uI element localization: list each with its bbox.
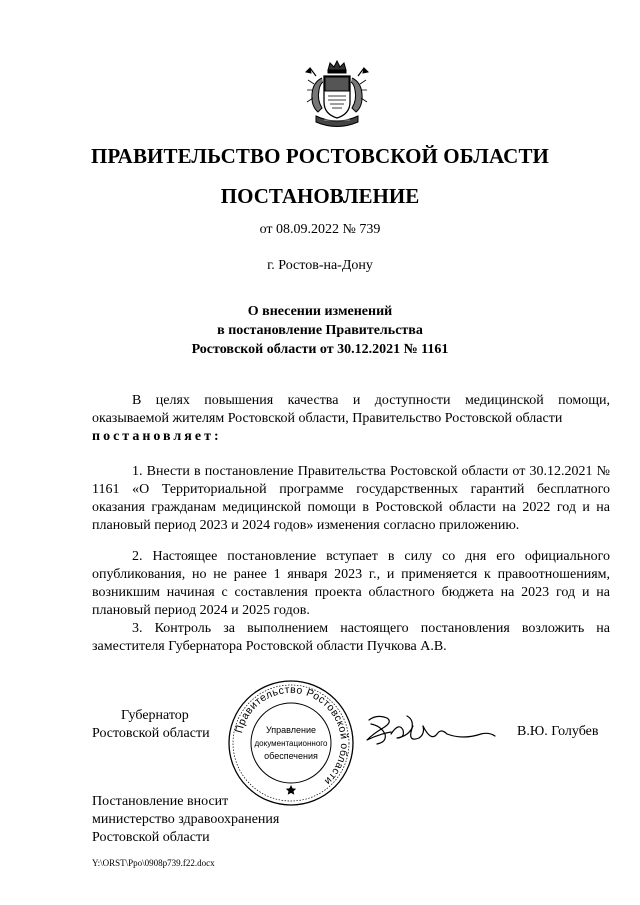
signatory-name: В.Ю. Голубев [517, 724, 599, 739]
document-type: ПОСТАНОВЛЕНИЕ [220, 184, 420, 208]
item-3-paragraph: 3. Контроль за выполнением настоящего постановления возложить на заместителя Губернатора Ростовской области Пучкова А.В. [92, 621, 610, 654]
coat-of-arms-icon [304, 60, 370, 132]
introduced-by-line: Ростовской области [92, 830, 210, 845]
signatory-position-line: Губернатор [121, 708, 189, 723]
item-2-paragraph: 2. Настоящее постановление вступает в силу со дня его официального опубликования, но не ранее 1 января 2023 г., и применяется к правоотношениям, возникшим начиная с составления проекта областного бюджета на 2023 год и на плановый период 2024 и 2025 годов. [92, 549, 610, 618]
decree-word: постановляет: [92, 429, 222, 444]
introduced-by-line: министерство здравоохранения [92, 812, 280, 827]
subject-line: Ростовской области от 30.12.2021 № 1161 [191, 342, 449, 357]
document-date-number: от 08.09.2022 № 739 [259, 222, 381, 237]
file-path: Y:\ORST\Ppo\0908p739.f22.docx [92, 858, 215, 868]
signatory-position [92, 707, 210, 743]
introduced-by-line: Постановление вносит [92, 794, 229, 809]
signatory-position-line: Ростовской области [92, 726, 210, 741]
subject-line: О внесении изменений [247, 304, 393, 319]
svg-text:Правительство Ростовской облас [233, 684, 350, 788]
seal-inner-line: документационного [254, 739, 328, 748]
introduced-by-block [92, 793, 279, 847]
document-city: г. Ростов-на-Дону [267, 258, 373, 273]
subject-line: в постановление Правительства [217, 323, 423, 338]
seal-star-icon [286, 785, 296, 795]
seal-inner-line: Управление [265, 725, 317, 735]
handwritten-signature [363, 712, 498, 752]
document-subject [0, 302, 640, 359]
preamble-text: В целях повышения качества и доступности медицинской помощи, оказываемой жителям Ростовской области, Правительство Ростовской области [92, 393, 610, 426]
seal-inner-line: обеспечения [264, 751, 318, 761]
government-title: ПРАВИТЕЛЬСТВО РОСТОВСКОЙ ОБЛАСТИ [91, 144, 549, 168]
preamble-paragraph [92, 392, 610, 446]
official-seal [226, 678, 356, 808]
item-1-paragraph: 1. Внести в постановление Правительства Ростовской области от 30.12.2021 № 1161 «О Территориальной программе государственных гарантий бесплатного оказания гражданам медицинской помощи в Ростовской области на 2022 год и на плановый период 2023 и 2024 годов» изменения согласно приложению. [92, 464, 610, 533]
seal-outer-text: Правительство Ростовской области [233, 683, 351, 788]
